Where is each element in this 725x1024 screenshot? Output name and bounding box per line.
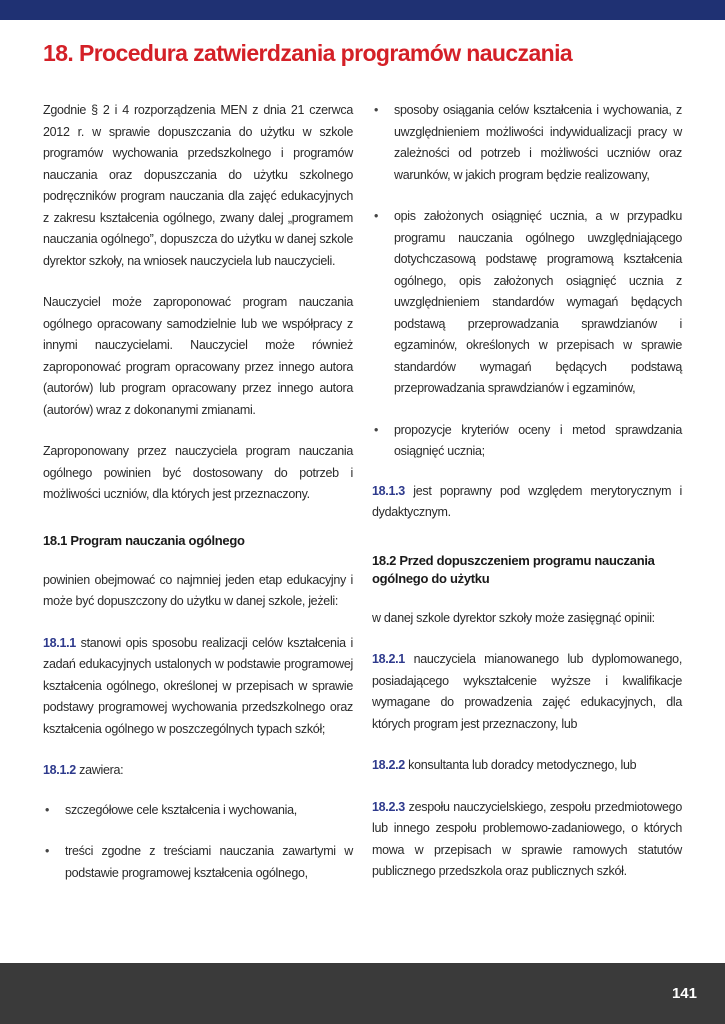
point-text: stanowi opis sposobu realizacji celów kształcenia i zadań edukacyjnych ustalonych w podstawie programowej kształcenia ogólnego, określonej w przepisach w sprawie podstawy programowej wychowania przedszkolnego oraz kształcenia ogólnego w poszczególnych typach szkół; <box>43 635 353 736</box>
footer-bar <box>0 963 725 1024</box>
list-item: • propozycje kryteriów oceny i metod sprawdzania osiągnięć ucznia; <box>372 420 682 463</box>
point-text: konsultanta lub doradcy metodycznego, lub <box>408 758 637 772</box>
point-text: zespołu nauczycielskiego, zespołu przedmiotowego lub innego zespołu problemowo-zadaniowego, o których mowa w przepisach w sprawie ramowych statutów publicznego przedszkola oraz publicznych szkół. <box>372 799 682 878</box>
page-number: 141 <box>671 985 697 1002</box>
point-number: 18.1.3 <box>372 483 405 498</box>
point-number: 18.2.3 <box>372 799 405 814</box>
point-18-2-3 <box>372 797 682 883</box>
left-column <box>43 100 353 884</box>
point-text: zawiera: <box>79 763 124 777</box>
point-number: 18.2.1 <box>372 652 405 666</box>
section-heading-18-2: 18.2 Przed dopuszczeniem programu nauczania ogólnego do użytku <box>372 552 655 586</box>
point-number: 18.2.2 <box>372 758 405 772</box>
right-column <box>372 100 682 883</box>
paragraph-teacher-proposal: Nauczyciel może zaproponować program nauczania ogólnego opracowany samodzielnie lub we współpracy z innymi nauczycielami. Nauczyciel może również zaproponować program opracowany przez innego autora (autorów) lub program opracowany przez innego autora (autorów) wraz z dokonanymi zmianami. <box>43 295 353 417</box>
point-18-1-3 <box>372 481 682 524</box>
point-18-1-1 <box>43 633 353 741</box>
point-text: nauczyciela mianowanego lub dyplomowanego, posiadającego wykształcenie wyższe i kwalifikacje wymagane do prowadzenia zajęć edukacyjnych, dla których program jest przeznaczony, lub <box>372 652 682 731</box>
list-item: • szczegółowe cele kształcenia i wychowania, <box>43 800 353 822</box>
top-color-bar <box>0 0 725 20</box>
page-title: 18. Procedura zatwierdzania programów nauczania <box>43 40 573 66</box>
contents-bullet-list <box>43 800 353 885</box>
contents-bullet-list-continued <box>372 100 682 463</box>
paragraph-adaptation: Zaproponowany przez nauczyciela program nauczania ogólnego powinien być dostosowany do potrzeb i możliwości uczniów, dla których jest przeznaczony. <box>43 444 353 501</box>
point-number: 18.1.1 <box>43 635 76 650</box>
intro-paragraph: Zgodnie § 2 i 4 rozporządzenia MEN z dnia 21 czerwca 2012 r. w sprawie dopuszczania do użytku w szkole programów wychowania przedszkolnego i programów nauczania oraz dopuszczania do użytku szkolnego podręczników program nauczania dla zajęć edukacyjnych z zakresu kształcenia ogólnego, zwany dalej „programem nauczania ogólnego”, dopuszcza do użytku w danej szkole dyrektor szkoły, na wniosek nauczyciela lub nauczycieli. <box>43 103 353 268</box>
section-heading-18-1: 18.1 Program nauczania ogólnego <box>43 532 245 548</box>
section-18-2-intro: w danej szkole dyrektor szkoły może zasięgnąć opinii: <box>372 610 655 625</box>
list-item: • opis założonych osiągnięć ucznia, a w przypadku programu nauczania ogólnego uwzględniającego dotychczasową podstawę programową kształcenia ogólnego, opis założonych osiągnięć ucznia z uwzględnieniem standardów wymagań będących podstawą przeprowadzania sprawdzianów i egzaminów, określonych w przepisach w sprawie standardów wymagań będących podstawą przeprowadzania sprawdzianów i egzaminów, <box>372 206 682 400</box>
point-18-2-2 <box>372 755 682 777</box>
point-text: jest poprawny pod względem merytorycznym i dydaktycznym. <box>372 483 682 519</box>
point-number: 18.1.2 <box>43 763 76 777</box>
point-18-2-1 <box>372 649 682 735</box>
point-18-1-2 <box>43 760 353 782</box>
section-18-1-intro: powinien obejmować co najmniej jeden etap edukacyjny i może być dopuszczony do użytku w danej szkole, jeżeli: <box>43 572 353 608</box>
list-item: • sposoby osiągania celów kształcenia i wychowania, z uwzględnieniem możliwości indywidualizacji pracy w zależności od potrzeb i możliwości uczniów oraz warunków, w jakich program będzie realizowany, <box>372 100 682 186</box>
list-item: • treści zgodne z treściami nauczania zawartymi w podstawie programowej kształcenia ogólnego, <box>43 841 353 884</box>
